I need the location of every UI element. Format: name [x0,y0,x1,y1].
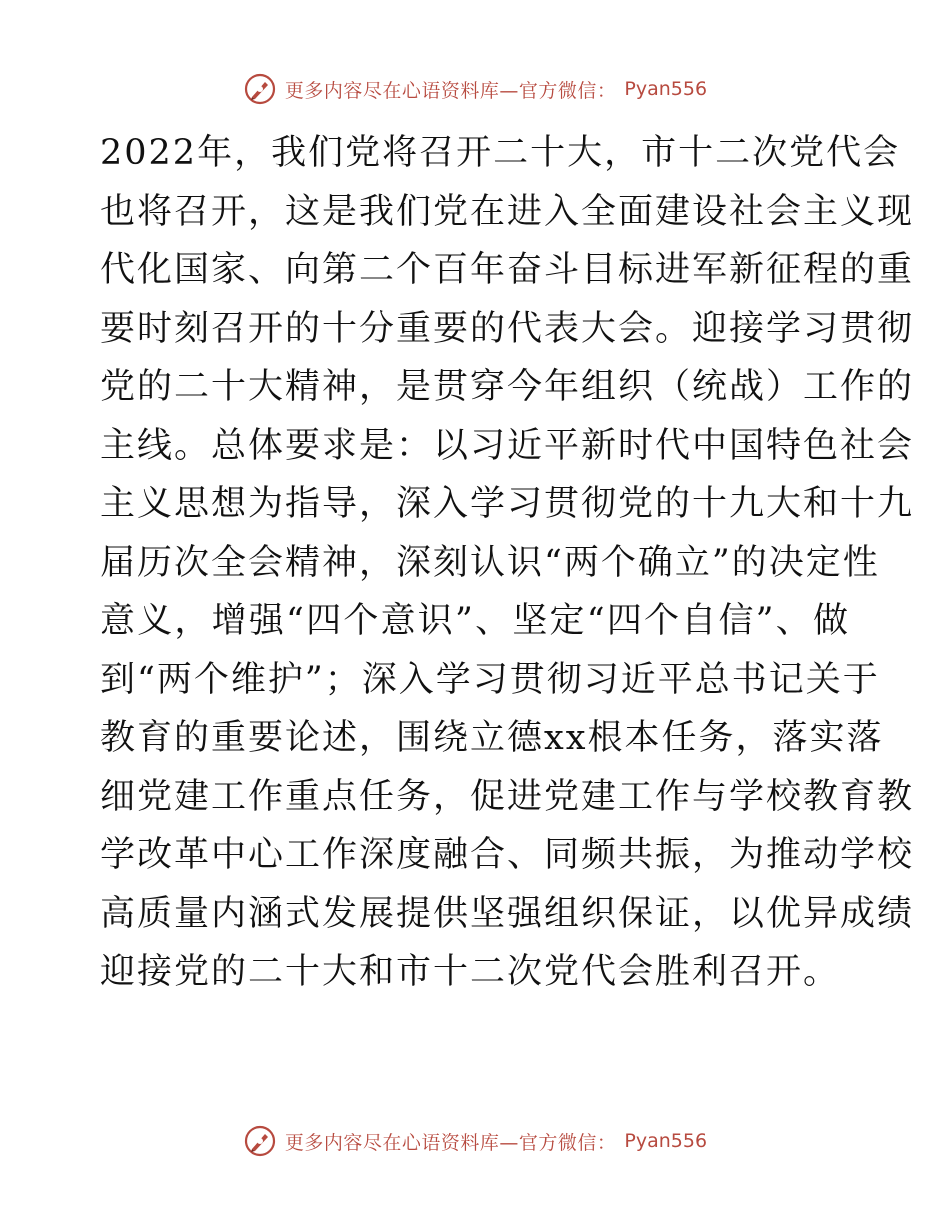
text-line: 也将召开，这是我们党在进入全面建设社会主义现 [100,191,915,232]
text-line: 党的二十大精神，是贯穿今年组织（统战）工作的 [100,367,915,407]
text-line: 主线。总体要求是：以习近平新时代中国特色社会 [100,425,915,466]
text-line: 迎接党的二十大和市十二次党代会胜利召开。 [100,952,841,992]
text-line: 高质量内涵式发展提供坚强组织保证，以优异成绩 [100,893,915,934]
header-watermark [0,72,950,106]
watermark-handle: Pyan556 [624,78,708,100]
watermark-handle: Pyan556 [624,1130,708,1152]
text-line: 要时刻召开的十分重要的代表大会。迎接学习贯彻 [100,308,915,349]
text-line: 届历次全会精神，深刻认识“两个确立”的决定性 [100,542,880,583]
text-line: 代化国家、向第二个百年奋斗目标进军新征程的重 [100,250,915,290]
body-paragraph [100,124,915,1002]
text-line: 意义，增强“四个意识”、坚定“四个自信”、做 [100,601,850,641]
text-line: 到“两个维护”；深入学习贯彻习近平总书记关于 [100,659,880,700]
watermark-text: 更多内容尽在心语资料库—官方微信： [284,1131,617,1154]
watermark-text: 更多内容尽在心语资料库—官方微信： [284,79,617,102]
text-line: 主义思想为指导，深入学习贯彻党的十九大和十九 [100,484,915,524]
text-line: 细党建工作重点任务，促进党建工作与学校教育教 [100,776,915,817]
text-line: 学改革中心工作深度融合、同频共振，为推动学校 [100,835,915,875]
text-line: 2022年，我们党将召开二十大，市十二次党代会 [100,133,901,173]
footer-watermark [0,1124,950,1158]
pen-circle-logo-icon [243,72,277,106]
text-line: 教育的重要论述，围绕立德xx根本任务，落实落 [100,718,884,758]
pen-circle-logo-icon [243,1124,277,1158]
